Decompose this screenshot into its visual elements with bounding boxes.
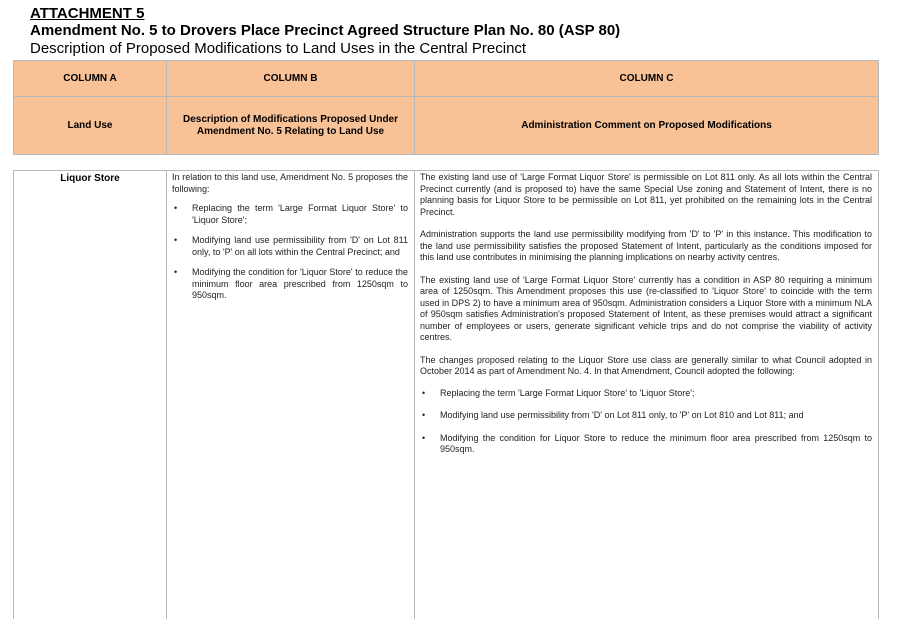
comment-paragraph: The existing land use of 'Large Format Liquor Store' currently has a condition in ASP 80 requiring a minimum area of 1250sqm. This Amendment proposes this use (re-classified to 'Liquor Store' to coincide with the term used in DPS 2) to have a minimum area of 950sqm. Administration considers a Liquor Store with a minimum NLA of 950sqm satisfies Administration's proposed Statement of Intent, as these premises would attract a significant number of employees or users, generate significant vehicle trips and do not comprise the viability of activity centres. — [420, 274, 872, 342]
list-item: • Modifying the condition for Liquor Store to reduce the minimum floor area prescribed from 1250sqm to 950sqm. — [420, 433, 872, 456]
adopted-modifications-list — [420, 388, 872, 456]
column-b-heading: Description of Modifications Proposed Under Amendment No. 5 Relating to Land Use — [182, 113, 398, 137]
modification-description-cell — [172, 172, 408, 302]
description-intro: In relation to this land use, Amendment No. 5 proposes the following: — [172, 172, 408, 194]
land-use-cell: Liquor Store — [60, 173, 120, 184]
column-divider — [414, 171, 415, 619]
comment-paragraph: The changes proposed relating to the Liquor Store use class are generally similar to what Council adopted in October 2014 as part of Amendment No. 4. In that Amendment, Council adopted the following: — [420, 354, 872, 376]
column-b-label: COLUMN B — [263, 72, 318, 84]
column-a-label: COLUMN A — [63, 72, 117, 84]
attachment-label: ATTACHMENT 5 — [30, 5, 145, 22]
comment-paragraph: Administration supports the land use permissibility modifying from 'D' to 'P' in this instance. This modification to the land use permissibility satisfies the proposed Statement of Intent, particularly as the conditions imposed for this land use contributes in minimising the planning implications on nearby activity centres. — [420, 229, 872, 262]
list-item: • Replacing the term 'Large Format Liquor Store' to 'Liquor Store'; — [172, 203, 408, 226]
comment-paragraph: The existing land use of 'Large Format Liquor Store' is permissible on Lot 811 only. As all lots within the Central Precinct currently (and is proposed to) have the same Special Use zoning and Statement of Intent, there is no planning basis for Liquor Store to be permissible on Lot 811, yet prohibited on the remaining lots in the Central Precinct. — [420, 172, 872, 217]
column-c-heading: Administration Comment on Proposed Modifications — [521, 119, 772, 131]
column-divider — [166, 171, 167, 619]
column-c-label: COLUMN C — [619, 72, 674, 84]
administration-comment-cell — [420, 172, 872, 456]
list-item: • Replacing the term 'Large Format Liquor Store' to 'Liquor Store'; — [420, 388, 872, 400]
proposed-modifications-list — [172, 203, 408, 302]
list-item: • Modifying land use permissibility from 'D' on Lot 811 only, to 'P' on all lots within the Central Precinct; and — [172, 235, 408, 258]
table-row — [13, 170, 879, 619]
table-header — [13, 60, 879, 155]
list-item: • Modifying the condition for 'Liquor Store' to reduce the minimum floor area prescribed from 1250sqm to 950sqm. — [172, 267, 408, 302]
list-item: • Modifying land use permissibility from 'D' on Lot 811 only, to 'P' on Lot 810 and Lot 811; and — [420, 410, 872, 422]
document-subtitle: Description of Proposed Modifications to Land Uses in the Central Precinct — [30, 40, 527, 57]
column-a-heading: Land Use — [67, 119, 113, 131]
document-title: Amendment No. 5 to Drovers Place Precinct Agreed Structure Plan No. 80 (ASP 80) — [30, 22, 621, 39]
